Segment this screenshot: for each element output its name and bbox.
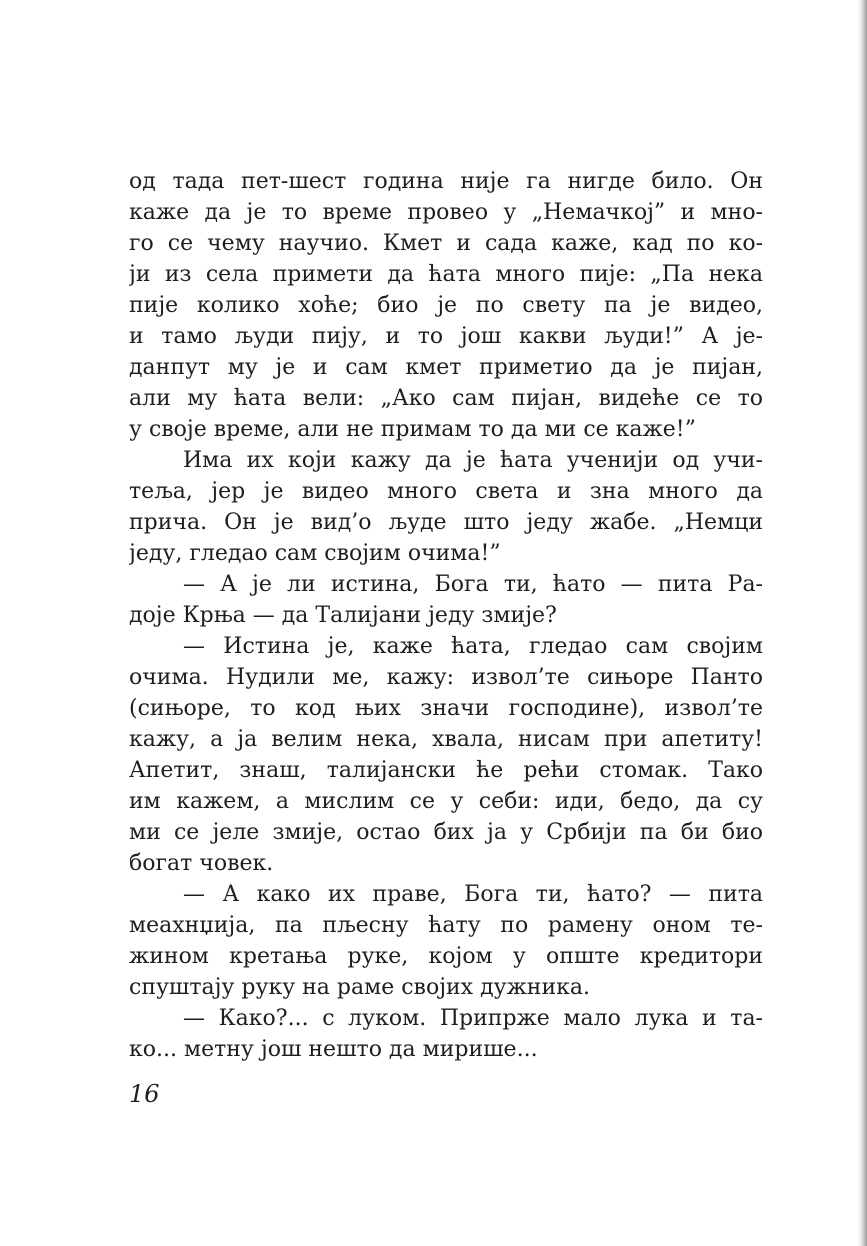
text-line: — Истина је, каже ћата, гледао сам својим <box>183 634 763 659</box>
text-line: прича. Он је вид’о људе што једу жабе. „Немци <box>129 510 763 535</box>
text-line: каже да је то време провео у „Немачкој” и мно- <box>129 200 763 225</box>
page-edge-shadow <box>857 0 867 1246</box>
text-line: богат човек. <box>129 851 274 876</box>
text-line: Апетит, знаш, талијански ће рећи стомак. Тако <box>129 758 763 783</box>
text-line: ко... метну још нешто да мирише... <box>129 1037 538 1062</box>
text-line: (сињоре, то код њих значи господине), извол’те <box>129 696 763 721</box>
text-line: пије колико хоће; био је по свету па је видео, <box>129 293 763 318</box>
text-line: једу, гледао сам својим очима!” <box>129 541 501 566</box>
text-line: доје Крња — да Талијани једу змије? <box>129 603 557 628</box>
page-text-body <box>129 166 763 1065</box>
text-line: очима. Нудили ме, кажу: извол’те сињоре Панто <box>129 665 763 690</box>
text-line: — А је ли истина, Бога ти, ћато — пита Ра- <box>183 572 763 597</box>
text-line: — Како?... с луком. Припрже мало лука и та- <box>183 1006 763 1031</box>
text-line: ји из села примети да ћата много пије: „Па нека <box>129 262 763 287</box>
text-line: кажу, а ја велим нека, хвала, нисам при апетиту! <box>129 727 763 752</box>
text-line: спуштају руку на раме својих дужника. <box>129 975 590 1000</box>
text-line: Има их који кажу да је ћата ученији од учи- <box>183 448 763 473</box>
text-line: го се чему научио. Кмет и сада каже, кад по ко- <box>129 231 763 256</box>
text-line: ми се јеле змије, остао бих ја у Србији па би био <box>129 820 763 845</box>
text-line: данпут му је и сам кмет приметио да је пијан, <box>129 355 763 380</box>
text-line: жином кретања руке, којом у опште кредитори <box>129 944 763 969</box>
text-line: меахнџија, па пљесну ћату по рамену оном те- <box>129 913 763 938</box>
text-line: — А како их праве, Бога ти, ћато? — пита <box>183 882 763 907</box>
text-line: теља, јер је видео много света и зна много да <box>129 479 763 504</box>
text-line: у своје време, али не примам то да ми се каже!” <box>129 417 696 442</box>
text-line: али му ћата вели: „Ако сам пијан, видеће се то <box>129 386 763 411</box>
text-line: им кажем, а мислим се у себи: иди, бедо, да су <box>129 789 763 814</box>
text-line: и тамо људи пију, и то још какви људи!” А је- <box>129 324 763 349</box>
text-line: од тада пет-шест година није га нигде било. Он <box>129 169 763 194</box>
page-number: 16 <box>129 1080 160 1108</box>
